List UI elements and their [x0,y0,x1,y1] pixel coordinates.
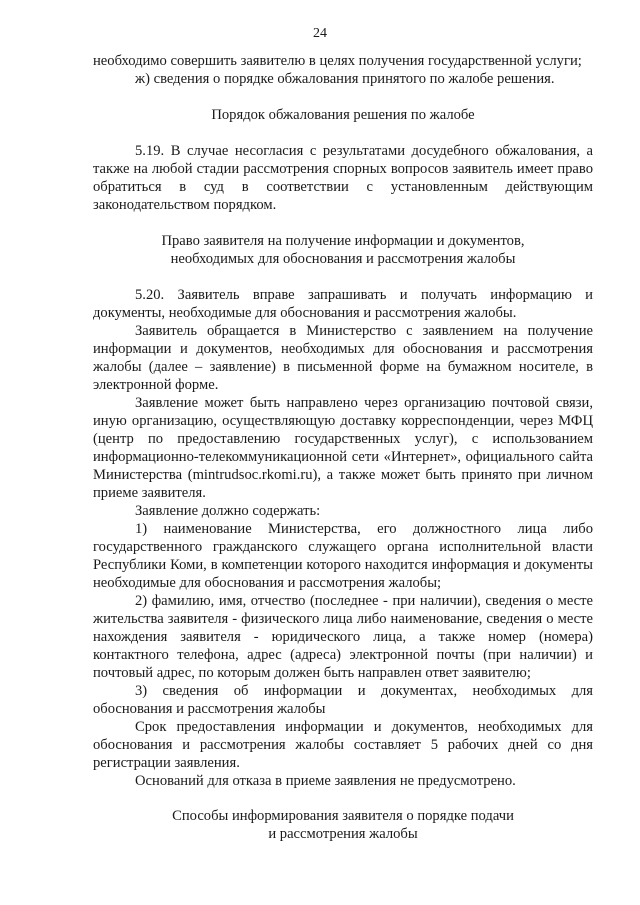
document-body [93,52,593,843]
list-item-3: 3) сведения об информации и документах, необходимых для обоснования и рассмотрения жалобы [93,683,593,717]
paragraph-sending: Заявление может быть направлено через организацию почтовой связи, иную организацию, осуществляющую доставку корреспонденции, через МФЦ (центр по предоставлению государственных услуг), с использованием информационно-телекоммуникационной сети «Интернет», официального сайта Министерства (mintrudsoc.rkomi.ru), а также может быть принято при личном приеме заявителя. [93,395,593,501]
paragraph-application: Заявитель обращается в Министерство с заявлением на получение информации и документов, необходимых для обоснования и рассмотрения жалобы (далее – заявление) в письменной форме на бумажном носителе, в электронной форме. [93,323,593,393]
section-heading-appeal: Порядок обжалования решения по жалобе [211,107,475,123]
paragraph-5-20: 5.20. Заявитель вправе запрашивать и получать информацию и документы, необходимые для обоснования и рассмотрения жалобы. [93,287,593,321]
list-item-zh: ж) сведения о порядке обжалования принятого по жалобе решения. [135,71,555,87]
section-heading-right-line2: необходимых для обоснования и рассмотрения жалобы [170,251,516,267]
paragraph-refusal: Оснований для отказа в приеме заявления не предусмотрено. [135,773,516,789]
section-heading-inform-line1: Способы информирования заявителя о порядке подачи [172,808,514,824]
paragraph-contents: Заявление должно содержать: [135,503,321,519]
section-heading-right-line1: Право заявителя на получение информации и документов, [161,233,525,249]
paragraph-term: Срок предоставления информации и документов, необходимых для обоснования и рассмотрения жалобы составляет 5 рабочих дней со дня регистрации заявления. [93,719,593,771]
paragraph-5-19: 5.19. В случае несогласия с результатами досудебного обжалования, а также на любой стадии рассмотрения спорных вопросов заявитель имеет право обратиться в суд в соответствии с установленным действующим законодательством порядком. [93,143,593,213]
continued-line: необходимо совершить заявителю в целях получения государственной услуги; [93,53,582,69]
list-item-1: 1) наименование Министерства, его должностного лица либо государственного гражданского служащего органа исполнительной власти Республики Коми, в компетенции которого находится информация и документы необходимые для обоснования и рассмотрения жалобы; [93,521,593,591]
section-heading-inform-line2: и рассмотрения жалобы [268,826,418,842]
page-number: 24 [313,26,327,41]
list-item-2: 2) фамилию, имя, отчество (последнее - при наличии), сведения о месте жительства заявителя - физического лица либо наименование, сведения о месте нахождения заявителя - юридического лица, а также номер (номера) контактного телефона, адрес (адреса) электронной почты (при наличии) и почтовый адрес, по которым должен быть направлен ответ заявителю; [93,593,593,681]
